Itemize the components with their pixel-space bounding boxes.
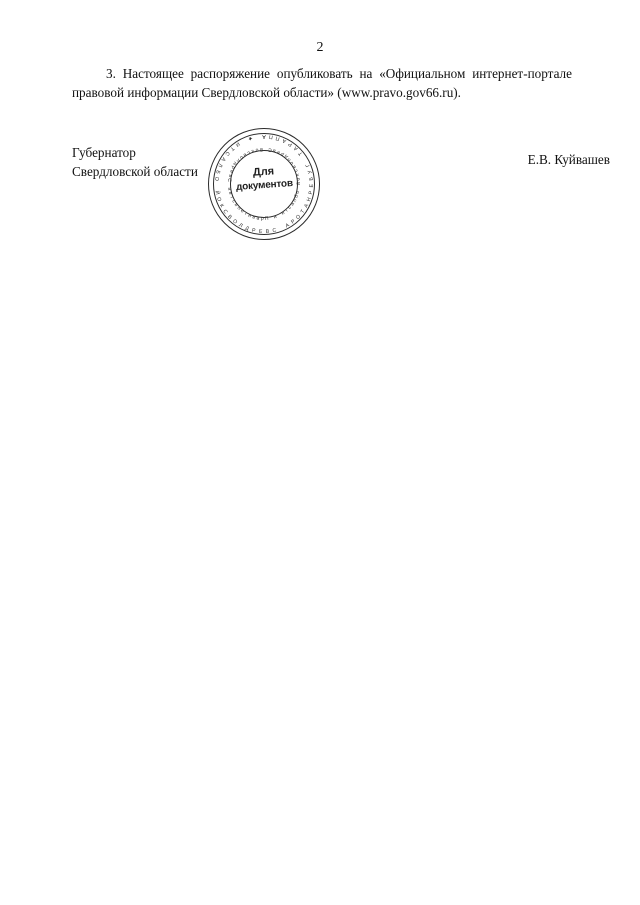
stamp-char: Р [251,227,256,235]
stamp-char: к [250,147,255,155]
stamp-char: Е [258,228,263,235]
stamp-char: е [275,148,281,156]
stamp-char: П [268,133,274,140]
official-stamp [208,128,320,240]
stamp-char [256,133,258,139]
stamp-char: Т [228,144,236,152]
stamp-char: Н [305,196,313,203]
stamp-char: Р [307,190,315,195]
stamp-char: Б [214,169,221,175]
stamp-char: с [293,168,300,173]
stamp-char: С [271,227,277,235]
stamp-center-line2: документов [235,178,294,193]
stamp-char [270,215,273,221]
stamp-char: А [292,144,300,152]
stamp-char: В [265,228,270,235]
body-paragraph [72,64,572,102]
stamp-char: р [229,164,237,171]
stamp-char: ь [232,202,240,208]
stamp-char: А [219,155,227,163]
stamp-char: Й [213,190,221,196]
stamp-char: О [294,213,303,221]
stamp-char: и [272,213,278,221]
stamp-char: У [307,169,314,175]
stamp-char: л [234,157,242,164]
stamp-char: Е [308,183,316,188]
stamp-char: т [228,195,235,200]
stamp-char: Т [297,150,305,157]
stamp-char: б [293,194,301,199]
stamp-char: в [291,164,298,170]
stamp-char: к [294,172,301,177]
stamp-char: К [217,203,225,209]
stamp-char: д [282,153,289,160]
stamp-ring-inner [227,147,301,218]
stamp-char: А [262,133,266,139]
stamp-char [296,187,302,189]
stamp-char [226,184,232,185]
stamp-char: е [227,169,235,174]
stamp-ring-outer [208,128,320,240]
stamp-char: р [279,150,286,158]
stamp-char [265,146,267,152]
stamp-center-text [226,164,302,196]
stamp-char: в [226,191,234,196]
stamp-char: Б [308,176,315,181]
stamp-char: Т [299,208,307,215]
stamp-char: л [286,156,293,163]
stamp-char: П [264,215,269,223]
stamp-char: р [260,215,264,223]
stamp-char: д [232,160,239,167]
stamp-char: Р [290,218,297,226]
stamp-char: О [215,196,223,203]
stamp-char: и [280,210,286,217]
stamp-char: т [283,207,290,214]
stamp-ring-mid [213,133,315,235]
stamp-char: Г [304,162,312,168]
stamp-char: и [247,212,253,220]
stamp-char: а [289,201,296,208]
stamp-char: й [259,146,263,153]
stamp-char: а [226,187,233,191]
stamp-char: в [272,147,277,154]
stamp-char: с [246,149,252,156]
stamp-char: о [238,154,245,161]
page-number: 2 [316,40,324,55]
signatory-title-line1: Губернатор [72,145,136,160]
stamp-char: л [291,197,299,204]
stamp-char: ★ [247,134,254,142]
stamp-char: о [288,160,296,166]
stamp-char: о [295,177,302,181]
stamp-char: в [251,214,256,221]
signatory-name: Е.В. Куйвашев [527,152,610,167]
stamp-char: т [243,210,249,217]
stamp-char: А [303,203,311,209]
stamp-char: в [242,151,248,158]
stamp-char: С [223,149,231,157]
stamp-char: с [230,198,237,204]
stamp-char: о [254,146,259,153]
stamp-char: с [286,204,293,211]
stamp-char [277,212,281,218]
stamp-char: о [294,190,302,195]
stamp-char [279,226,283,232]
signatory-title [72,143,198,181]
stamp-char: А [281,137,288,144]
stamp-char: Л [237,222,244,230]
stamp-char: Д [244,225,250,233]
stamp-char [302,157,308,161]
stamp-center-line1: Для [252,165,275,179]
stamp-char: С [221,208,229,216]
stamp-char: В [226,213,233,221]
stamp-char: А [284,222,291,230]
stamp-char: в [226,173,234,178]
stamp-char: С [226,177,233,183]
stamp-char: л [235,205,242,212]
signatory-title-line2: Свердловской области [72,164,198,179]
stamp-char: И [234,140,241,148]
stamp-char: е [239,208,246,215]
stamp-char: й [295,182,303,185]
stamp-char [242,138,246,144]
stamp-char [213,185,219,187]
stamp-char: С [267,146,273,153]
paragraph-text: 3. Настоящее распоряжение опубликовать на «Официальном интернет-портале правовой информации Свердловской области» (www.pravo.gov66.ru). [72,66,572,100]
stamp-char: а [256,215,260,222]
stamp-char: Р [287,140,294,148]
stamp-char: П [275,134,281,142]
stamp-char: О [231,218,239,226]
stamp-char: Л [216,162,224,168]
stamp-char: О [213,176,220,182]
